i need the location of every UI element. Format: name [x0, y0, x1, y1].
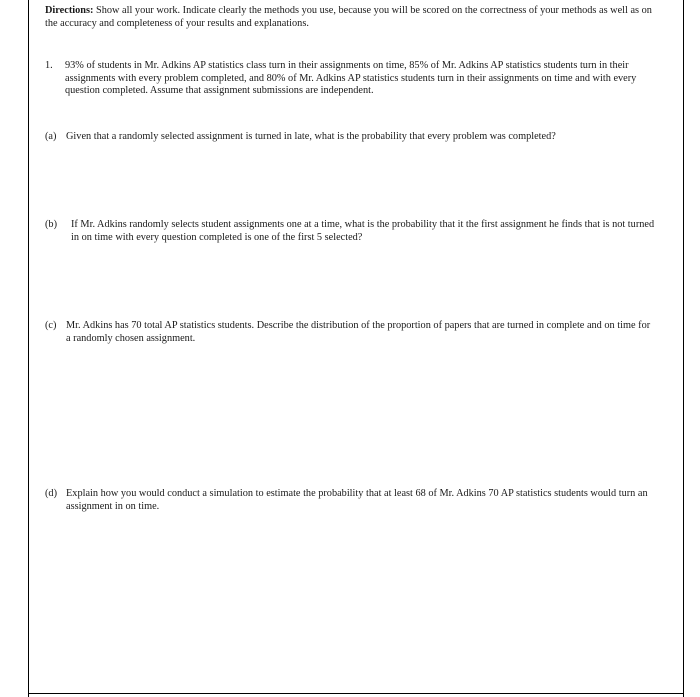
part-c-label: (c)	[45, 320, 57, 331]
part-b-text: If Mr. Adkins randomly selects student assignments one at a time, what is the probability that it the first assignment he finds that is not turned in on time with every question completed is one of the first 5 selected?	[71, 219, 655, 243]
part-a-label: (a)	[45, 131, 57, 142]
part-d	[45, 488, 657, 513]
question-number: 1.	[45, 60, 53, 71]
part-b-label: (b)	[45, 219, 58, 230]
directions-label: Directions:	[45, 5, 94, 16]
part-a	[45, 131, 657, 144]
question-1	[45, 60, 657, 98]
part-d-label: (d)	[45, 488, 58, 499]
directions-text: Show all your work. Indicate clearly the methods you use, because you will be scored on the correctness of your methods as well as on the accuracy and completeness of your results and explanations.	[45, 5, 652, 29]
part-a-text: Given that a randomly selected assignment is turned in late, what is the probability that every problem was completed?	[66, 131, 556, 142]
question-1-text: 93% of students in Mr. Adkins AP statistics class turn in their assignments on time, 85% of Mr. Adkins AP statistics students turn in their assignments with every problem completed, and 80% of Mr. Adkins AP statistics students turn in their assignments on time and with every question completed. Assume that assignment submissions are independent.	[65, 60, 637, 96]
part-c	[45, 320, 657, 345]
part-c-text: Mr. Adkins has 70 total AP statistics students. Describe the distribution of the proportion of papers that are turned in complete and on time for a randomly chosen assignment.	[66, 320, 651, 344]
part-b	[45, 219, 657, 244]
page-border-left	[28, 0, 29, 697]
directions-paragraph	[45, 5, 657, 30]
page-border-right	[683, 0, 684, 697]
page-border-bottom	[28, 693, 684, 694]
part-d-text: Explain how you would conduct a simulation to estimate the probability that at least 68 of Mr. Adkins 70 AP statistics students would turn an assignment in on time.	[66, 488, 648, 512]
